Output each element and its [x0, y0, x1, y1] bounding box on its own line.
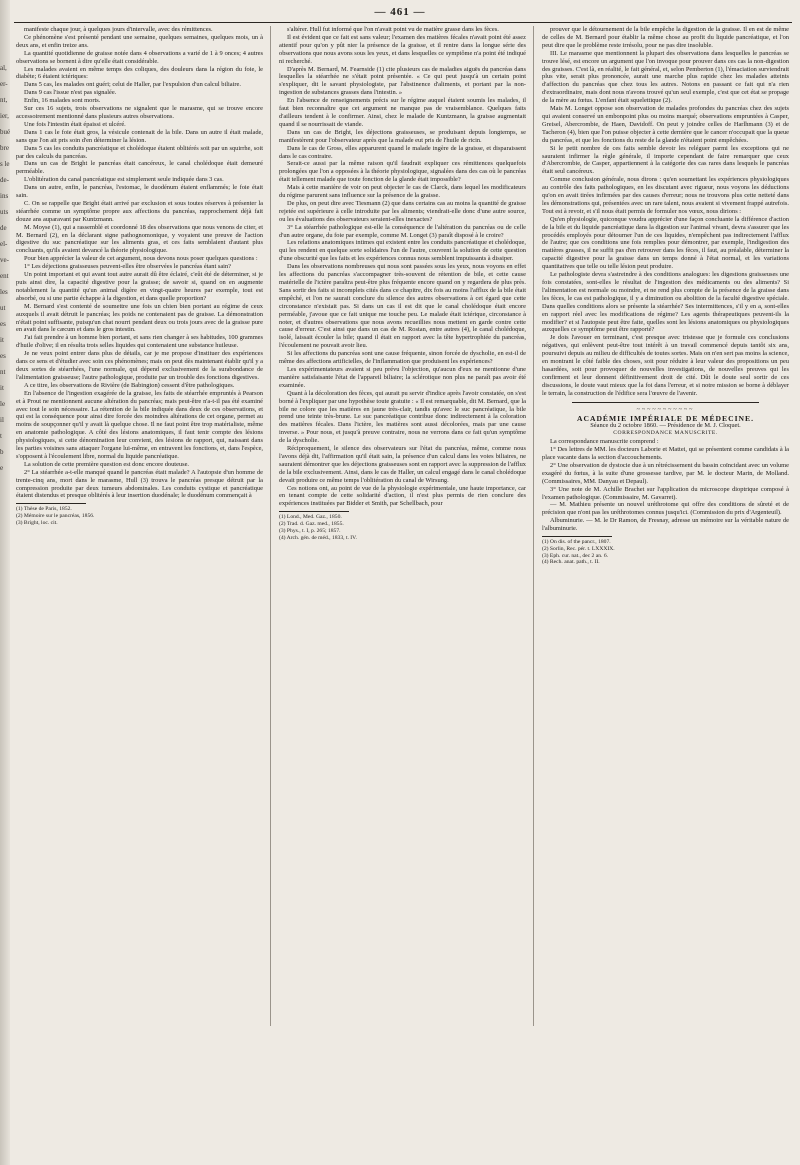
gutter-fragment: ier, — [0, 112, 9, 120]
paragraph: III. Le marasme que mentionnent la plupart des observations dans lesquelles le pancréas se trouve lésé, est encore un argument que l'on invoque pour prouver dans ces cas la non-digestion des graisses. C'est là, en réalité, le fait général, et, selon Pemberton (1), l'émaciation surviendrait plus vite, serait plus prononcée, aurait une marche plus rapide chez les malades atteints d'affection du pancréas que chez tous les autres. Notons en passant ce fait qui n'a rien d'extraordinaire, mais dont nous n'avons trouvé qu'un seul exemple, c'est que cet état se propage de la mère au fœtus. L'enfant était squelettique (2). — [542, 49, 789, 105]
footnote: (3) Eph. cur. nat., dec 2 an. 6. — [542, 552, 609, 559]
paragraph: Réciproquement, le silence des observateurs sur l'état du pancréas, même, comme nous l'avons déjà dit, l'affirmation qu'il était sain, la présence d'un calcul dans les voies biliaires, ne sauraient démontrer que les déjections graisseuses sont en rapport avec la suppression de l'afflux de la bile exclusivement. Ainsi, dans le cas de Haller, un calcul engagé dans le canal cholédoque devait produire ce même temps l'oblitération du canal de Wirsung. — [279, 445, 526, 484]
gutter-fragment: le — [0, 400, 6, 408]
paragraph: L'oblitération du canal pancréatique est simplement seule indiquée dans 3 cas. — [24, 176, 224, 184]
paragraph: Comme conclusion générale, nous dirons : qu'en soumettant les expériences physiologiques au contrôle des faits pathologiques, en les discutant avec rigueur, nous voyons les déductions qu'on en avait tirées infirmées par des causes d'erreur; nous ne trouvons plus cette netteté dans les démonstrations qui, présentées avec un rare talent, nous avaient si vivement frappé autrefois. Tout est à revoir, et s'il nous était permis de formuler nos vœux, nous dirions : — [542, 176, 789, 215]
gutter-fragment: il — [0, 416, 4, 424]
paragraph: manifeste chaque jour, à quelques jours d'intervalle, avec des rémittences. — [24, 26, 213, 33]
paragraph: A ce titre, les observations de Rivière (de Babington) cessent d'être pathologiques. — [24, 381, 235, 389]
academy-item: Albuminurie. — M. le Dr Ramon, de Fresnay, adresse un mémoire sur la véritable nature de l'albuminurie. — [542, 517, 789, 533]
paragraph: D'après M. Bernard, M. Fearnside (1) cite plusieurs cas de maladies aiguës du pancréas dans lesquelles la stéarrhée ne s'était point présentée. « Ce qui peut jusqu'à un certain point s'expliquer, dit le savant physiologiste, par l'abstinence d'aliments, et portant par la non-ingestion de substances grasses dans l'intestin. » — [279, 65, 526, 97]
header-rule — [14, 22, 792, 23]
paragraph: Quant à la décoloration des fèces, qui aurait pu servir d'indice après l'avoir constatée, on s'est borné à l'expliquer par une hypothèse toute gratuite : « Il est remarquable, dit M. Bernard, que la bile ne colore que les matières en jaune très-clair, tandis qu'avec le suc pancréatique, la bile prend une teinte très-brune. Le suc pancréatique contribue donc indirectement à la coloration des matières fécales. Dans l'ictère, les matières sont aussi décolorées, mais par une cause inverse. » Pour nous, et jusqu'à preuve contraire, nous ne verrons dans ce fait qu'un symptôme de la dyscholie. — [279, 389, 526, 445]
paragraph: Dans un cas de Bright le pancréas était cancéreux, le canal cholédoque était demeuré perméable. — [16, 160, 263, 176]
gutter-fragment: ent — [0, 272, 9, 280]
correspondence-heading: CORRESPONDANCE MANUSCRITE. — [613, 430, 718, 437]
paragraph: s'altérer. Hull fut informé que l'on n'avait point vu de matière grasse dans les fèces. — [287, 26, 499, 33]
gutter-fragment: s le — [0, 160, 10, 168]
paragraph: En l'absence de renseignements précis sur le régime auquel étaient soumis les malades, il faut bien reconnaître que cet argument ne manque pas de vraisemblance. Quelques faits d'ailleurs tendent à le confirmer. Ainsi, chez le malade de Kuntzmann, la graisse augmentait quand il se nourrissait de viande. — [279, 97, 526, 128]
paragraph: M. Moyse (1), qui a rassemblé et coordonné 18 des observations que nous venons de citer, et M. Bernard (2), en la déclarant signe pathognomonique, y voyaient une preuve de l'action digestive du suc pancréatique sur les aliments gras, et ces faits semblaient d'autant plus concluants, qu'ils avaient devancé la théorie physiologique. — [16, 223, 263, 255]
footnote: (4) Rech. anat. path., t. II. — [542, 559, 600, 566]
paragraph: Dans le cas de Gross, elles apparurent quand le malade ingère de la graisse, et disparaissent dans le cas contraire. — [279, 144, 526, 160]
paragraph: Je ne veux point entrer dans plus de détails, car je me propose d'instituer des expériences dans ce sens et d'étudier avec soin ces phénomènes; mais on peut dès maintenant établir qu'il y a deux sortes de stéarrhées, l'une normale, qui dépend exclusivement de la surabondance de l'alimentation graisseuse; l'autre pathologique, produite par un trouble des fonctions digestives. — [16, 350, 263, 381]
footnote: (3) Phys., t. I, p. 265; 1857. — [279, 527, 341, 534]
paragraph: prouver que le détournement de la bile empêche la digestion de la graisse. Il en est de même de celles de M. Bernard pour établir la même chose au profit du liquide pancréatique, et l'on peut dire que le problème reste irrésolu, pour ne pas dire insoluble. — [542, 26, 789, 49]
section-rule — [572, 402, 759, 403]
paragraph: Dans 5 cas les conduits pancréatique et cholédoque étaient oblitérés soit par un squirrhe, soit par des calculs du pancréas. — [16, 144, 263, 160]
paragraph: Dans 1 cas le foie était gros, la vésicule contenait de la bile. Dans un autre il était malade, sans que l'on ait pris soin d'en déterminer la lésion. — [16, 128, 263, 144]
column-3-text — [542, 26, 789, 398]
column-divider — [533, 26, 534, 1026]
gutter-fragment: les — [0, 288, 8, 296]
gutter-fragment: el- — [0, 240, 8, 248]
column-3-footnotes — [542, 539, 789, 566]
paragraph: Les expérimentateurs avaient si peu prévu l'objection, qu'aucun d'eux ne mentionne d'une manière satisfaisante l'état de l'appareil biliaire; la sclérotique non plus ne paraît pas avoir été examinée. — [279, 365, 526, 389]
gutter-fragment: es — [0, 352, 6, 360]
paragraph: De plus, on peut dire avec Tiesmann (2) que dans certains cas au moins la quantité de graisse rejetée est supérieure à celle introduite par les aliments; viendrait-elle donc d'une autre source, ou les évaluations des observateurs seraient-elles inexactes? — [279, 199, 526, 223]
gutter-fragment: t — [0, 432, 2, 440]
column-3 — [542, 26, 789, 566]
gutter-fragment: er- — [0, 80, 8, 88]
paragraph: Je dois l'avouer en terminant, c'est presque avec tristesse que je formule ces conclusions négatives, qui enlèvent peut-être tout intérêt à un travail commencé depuis tantôt six ans, poursuivi depuis au milieu de difficultés de toutes sortes. Mais on n'en sert pas moins la science, en montrant le côté faible des choses, soit pour réduire à leur valeur des propositions un peu hasardées, soit pour provoquer de nouvelles investigations, de nouvelles preuves qui les confirment et leur donnent définitivement droit de cité. Dût le doute seul sortir de ces discussions, le doute vaut mieux que la foi dans l'erreur, et si notre mission se borne à déblayer le terrain, la construction de l'édifice sera l'œuvre de l'avenir. — [542, 334, 789, 397]
gutter-fragment: ins — [0, 192, 9, 200]
academy-item: — M. Mathieu présente un nouvel uréthrotome qui offre des conditions de sûreté et de précision que n'ont pas les uréthrotomes connus jusqu'ici. (Commission du prix d'Argenteuil). — [542, 501, 789, 517]
paragraph: Si le petit nombre de ces faits semble devoir les reléguer parmi les exceptions qui ne sauraient infirmer la règle générale, il importe cependant de faire remarquer que ceux d'Abercrombie, de Casper, appartiennent à la catégorie des cas rares dans lesquels le pancréas était seul cancéreux. — [542, 144, 789, 176]
footnote: (3) Bright, loc. cit. — [16, 519, 58, 526]
paragraph: Serait-ce aussi par la même raison qu'il faudrait expliquer ces rémittences quelquefois prolongées que l'on a opposées à la théorie physiologique, signalées dans des cas où le pancréas était tellement malade que toute fonction de la glande était impossible? — [279, 160, 526, 184]
academy-item: 1° Des lettres de MM. les docteurs Laborie et Mattei, qui se présentent comme candidats à la place vacante dans la section d'accouchements. — [542, 446, 789, 462]
paragraph: Il est évident que ce fait est sans valeur; l'examen des matières fécales n'avait point été assez attentif pour qu'on y pût nier la présence de la graisse, et il rentre dans la longue série des observations que nous avons sous les yeux, et dans lesquelles ce symptôme n'a point été indiqué ni recherché. — [279, 33, 526, 65]
paragraph: Pour bien apprécier la valeur de cet argument, nous devons nous poser quelques questions : — [24, 255, 258, 263]
footnote: (1) Lond., Med. Gaz., 1850. — [279, 514, 342, 521]
gutter-fragment: al, — [0, 64, 7, 72]
academy-items — [542, 438, 789, 533]
column-1 — [16, 26, 263, 527]
gutter-fragment: e — [0, 464, 4, 472]
footnote: (2) Sorlin, Rec. pér. t. LXXXIX. — [542, 545, 615, 552]
gutter-fragment: it — [0, 336, 4, 344]
paragraph: Dans un cas de Bright, les déjections graisseuses, se produisant depuis longtemps, se manifestèrent pour l'observateur après que la malade eut pris de l'huile de ricin. — [279, 128, 526, 144]
paragraph: Le pathologiste devra s'astreindre à des conditions analogues: les digestions graisseuses une fois constatées, sont-elles le résultat de l'ingestion des médicaments ou des aliments? Si l'alimentation est normale ou moindre, et ne rend plus compte de la présence de la graisse dans les fèces, le cas est pathologique, il y a diminution ou abolition de la faculté digestive spéciale. Dans quelles conditions alors se présente la stéarrhée? Ses intermittences, s'il y en a, sont-elles en rapport réel avec les modifications de régime? Les agents thérapeutiques peuvent-ils la modifier? et si l'autopsie peut être faite, quelles sont les lésions anatomiques ou physiologiques auxquelles ce symptôme peut être rapporté? — [542, 271, 789, 334]
academy-title: ACADÉMIE IMPÉRIALE DE MÉDECINE. — [577, 413, 754, 423]
paragraph: Enfin, 16 malades sont morts. — [24, 97, 101, 105]
gutter-fragment: b — [0, 448, 4, 456]
paragraph: Si les affections du pancréas sont une cause fréquente, sinon forcée de dyscholie, en est-il de même des affections artificielles, de l'inflammation que produisent les expériences? — [279, 350, 526, 366]
footnote-rule — [542, 536, 612, 537]
gutter-fragment: es — [0, 320, 6, 328]
column-2-text — [279, 26, 526, 508]
paragraph: Dans 5 cas, les malades ont guéri; celui de Haller, par l'expulsion d'un calcul biliaire. — [24, 81, 241, 89]
footnote: (4) Arch. gén. de méd., 1833, t. IV. — [279, 534, 357, 541]
paragraph: Une fois l'intestin était épaissi et ulcéré. — [24, 120, 126, 128]
academy-session: Séance du 2 octobre 1860. — Présidence de M. J. Cloquet. — [590, 422, 741, 430]
footnote: (1) Thèse de Paris, 1852. — [16, 506, 72, 513]
paragraph: Ces notions ont, au point de vue de la physiologie expérimentale, une haute importance, car en tenant compte de cette solidarité d'action, il n'est plus permis de rien conclure des expériences instituées par Bidder et Smith, par Schellbach, pour — [279, 484, 526, 508]
academy-item: 3° Une note de M. Achille Brachet sur l'application du microscope dioptrique composé à l'examen pathologique. (Commissaire, M. Gavarret). — [542, 485, 789, 501]
gutter-fragment: nt — [0, 368, 6, 376]
paragraph: Sur ces 16 sujets, trois observations ne signalent que le marasme, qui se trouve encore accessoirement mentionné dans plusieurs autres observations. — [16, 105, 263, 120]
footnote: (1) On dis. of the pancr., 1807. — [542, 539, 611, 546]
column-1-text — [16, 26, 263, 500]
gutter-fragment: bre — [0, 144, 9, 152]
paragraph: La solution de cette première question est donc encore douteuse. — [24, 460, 190, 468]
paragraph: Mais M. Longet oppose son observation de malades profondes du pancréas chez des sujets qui avaient conservé un embonpoint plus ou moins marqué; observations empruntées à Casper, Greisel, Abercrombie, de Haen, Davidoff. On peut y joindre celles de Harlhmann (3) et de Tacheron (4), bien que l'on puisse objecter à cette dernière que le cancer n'occupait que la queue du pancréas, et que les fonctions du reste de la glande n'étaient point empêchées. — [542, 105, 789, 144]
gutter-fragment: ve- — [0, 256, 9, 264]
paragraph: Un point important et qui avant tout autre aurait dû être éclairé, c'eût été de déterminer, si je puis ainsi dire, la capacité digestive pour la graisse; de savoir si, quand on en augmente notablement la quantité qu'un animal digère en vingt-quatre heures par exemple, tout est absorbé, ou si une partie échappe à la digestion, et dans quelle proportion? — [16, 271, 263, 302]
paragraph: Les relations anatomiques intimes qui existent entre les conduits pancréatique et cholédoque, qui les rendent en quelque sorte solidaires l'un de l'autre, couvrent la solution de cette question d'une obscurité que les faits et les expériences connus nous semblent impuissants à dissiper. — [279, 239, 526, 263]
gutter-fragment: bué — [0, 128, 11, 136]
paragraph: Dans les observations nombreuses qui nous sont passées sous les yeux, nous voyons en effet les affections du pancréas s'accompagner très-souvent de rétention de bile, et cette cause matérielle de l'ictère paraîtra peut-être plus fréquente encore quand on y regardera de plus près. Sans sortir des faits si incomplets cités dans ce chapitre, dix fois au moins l'afflux de la bile était empêché, et l'on ne saurait conclure du silence des autres observations à cet égard que cette circonstance n'existait pas. Si dans un cas il est dit que le canal cholédoque était encore perméable, j'avoue que ce fait unique me touche peu. Le malade était ictérique, circonstance à noter, et d'autres observations que nous avons recueillies nous mettent en garde contre cette cause d'erreur. C'est ainsi que dans un cas de M. Rostan, entre autres (4), le canal cholédoque, isolé, laissait écouler la bile; quand il était en rapport avec la tête hypertrophiée du pancréas, l'écoulement ne pouvait avoir lieu. — [279, 263, 526, 350]
paragraph: 1° Les déjections graisseuses peuvent-elles être observées le pancréas étant sain? — [24, 263, 231, 271]
gutter-fragment: de- — [0, 176, 9, 184]
paragraph: Dans 9 cas l'issue n'est pas signalée. — [24, 89, 117, 97]
academy-item: 2° Une observation de dystocie due à un rétrécissement du bassin coïncidant avec un volume exagéré du fœtus, à la suite d'une grossesse tardive, par M. le docteur Marin, de Molland. (Commissaires, MM. Danyau et Depaul). — [542, 461, 789, 485]
footnote-rule — [279, 511, 349, 512]
gutter-fragment: ut — [0, 304, 6, 312]
gutter-fragments — [0, 60, 10, 476]
paragraph: Ce phénomène s'est présenté pendant une semaine, quelques semaines, quelques mois, un à deux ans, et enfin treize ans. — [16, 33, 263, 49]
ornament: ~~~~~~~~~~~ — [636, 406, 695, 413]
page-number: — 461 — — [374, 6, 426, 18]
gutter-fragment: uts — [0, 208, 9, 216]
paragraph: 3° La stéarrhée pathologique est-elle la conséquence de l'altération du pancréas ou de celle d'un autre organe, du foie par exemple, comme M. Longet (3) paraît disposé à le croire? — [279, 223, 526, 239]
paragraph: J'ai fait prendre à un homme bien portant, et sans rien changer à ses habitudes, 100 grammes d'huile d'olive; il en résulta trois selles liquides qui contenaient une substance huileuse. — [16, 334, 263, 350]
footnote: (2) Mémoire sur le pancréas, 1856. — [16, 513, 95, 520]
footnote: (2) Trad. d. Gaz. med., 1855. — [279, 521, 344, 528]
paragraph: En l'absence de l'ingestion exagérée de la graisse, les faits de stéarrhée empruntés à Pearson et à Prout ne mentionnent aucune altération du pancréas; mais peut-être n'a-t-il pas été examiné avec tout le soin nécessaire. La rétention de la bile indiquée dans deux de ces observations, et qui est la conséquence pour ainsi dire forcée des moindres altérations de cet organe, permet au moins de soupçonner qu'il y avait là quelque chose. Il ne faut point être trop matérialiste, même en anatomie pathologique. A côté des lésions anatomiques, il faut tenir compte des lésions physiologiques, si cette dénomination leur convient, des lésions de rapport, qui, naissant dans les parties voisines sans attaquer l'organe lui-même, en entravent les fonctions, et, dans l'espèce, s'opposent à l'écoulement libre, normal du liquide pancréatique. — [16, 389, 263, 460]
gutter-fragment: nt, — [0, 96, 8, 104]
paragraph: La quantité quotidienne de graisse notée dans 4 observations a varié de 1 à 9 onces; 4 autres observations se bornent à dire qu'elle était considérable. — [16, 49, 263, 65]
gutter-fragment: it — [0, 384, 4, 392]
left-gutter-page-edge — [0, 0, 10, 1165]
paragraph: Mais à cette manière de voir on peut objecter le cas de Clarck, dans lequel les modificateurs du régime parurent sans influence sur la présence de la graisse. — [279, 184, 526, 200]
column-1-footnotes — [16, 506, 263, 526]
column-2 — [279, 26, 526, 541]
paragraph: Dans un autre, enfin, le pancréas, l'estomac, le duodénum étaient enflammés; le foie était sain. — [16, 184, 263, 200]
paragraph: Les malades avaient en même temps des coliques, des douleurs dans la région du foie, le diabète; 6 étaient ictériques: — [16, 65, 263, 81]
paragraph: M. Bernard s'est contenté de soumettre une fois un chien bien portant au régime de ceux auxquels il avait détruit le pancréas; les poids ne contenaient pas de graisse. La démonstration n'était point suffisante, puisqu'un chat nourri pendant deux ou trois jours avec de la graisse pure en avait dans le cæcum et dans le gros intestin. — [16, 302, 263, 334]
paragraph: C. On se rappelle que Bright était arrivé par exclusion et sous toutes réserves à présenter la stéarrhée comme un symptôme propre aux affections du pancréas, rapprochement déjà fait douze ans auparavant par Kuntzmann. — [16, 199, 263, 223]
column-2-footnotes — [279, 514, 526, 541]
gutter-fragment: de — [0, 224, 7, 232]
paragraph: 2° La stéarrhée a-t-elle manqué quand le pancréas était malade? A l'autopsie d'un homme de trente-cinq ans, mort dans le marasme, Hull (3) trouva le pancréas presque détruit par la compression produite par deux tumeurs abdominales. Les conduits cystique et pancréatique étaient distendus et presque oblitérés à leur insertion duodénale; le duodénum commençait à — [16, 468, 263, 500]
column-divider — [270, 26, 271, 1026]
academy-item: La correspondance manuscrite comprend : — [550, 438, 659, 446]
paragraph: Qu'en physiologie, quiconque voudra apprécier d'une façon concluante la différence d'action de la bile et du liquide pancréatique dans la digestion sur l'animal vivant, devra s'assurer que les procédés employés pour détourner l'un de ces liquides, n'empêchent pas indirectement l'afflux de l'autre; que ces conditions une fois remplies pour démontrer, par exemple, l'indigestion des matières grasses, il ne suffit pas d'en retrouver dans les fèces, il faut, au préalable, déterminer la capacité digestive pour la graisse dans un temps donné à l'état normal, et les variations quantitatives que telle ou telle lésion peut produire. — [542, 215, 789, 271]
footnote-rule — [16, 503, 86, 504]
